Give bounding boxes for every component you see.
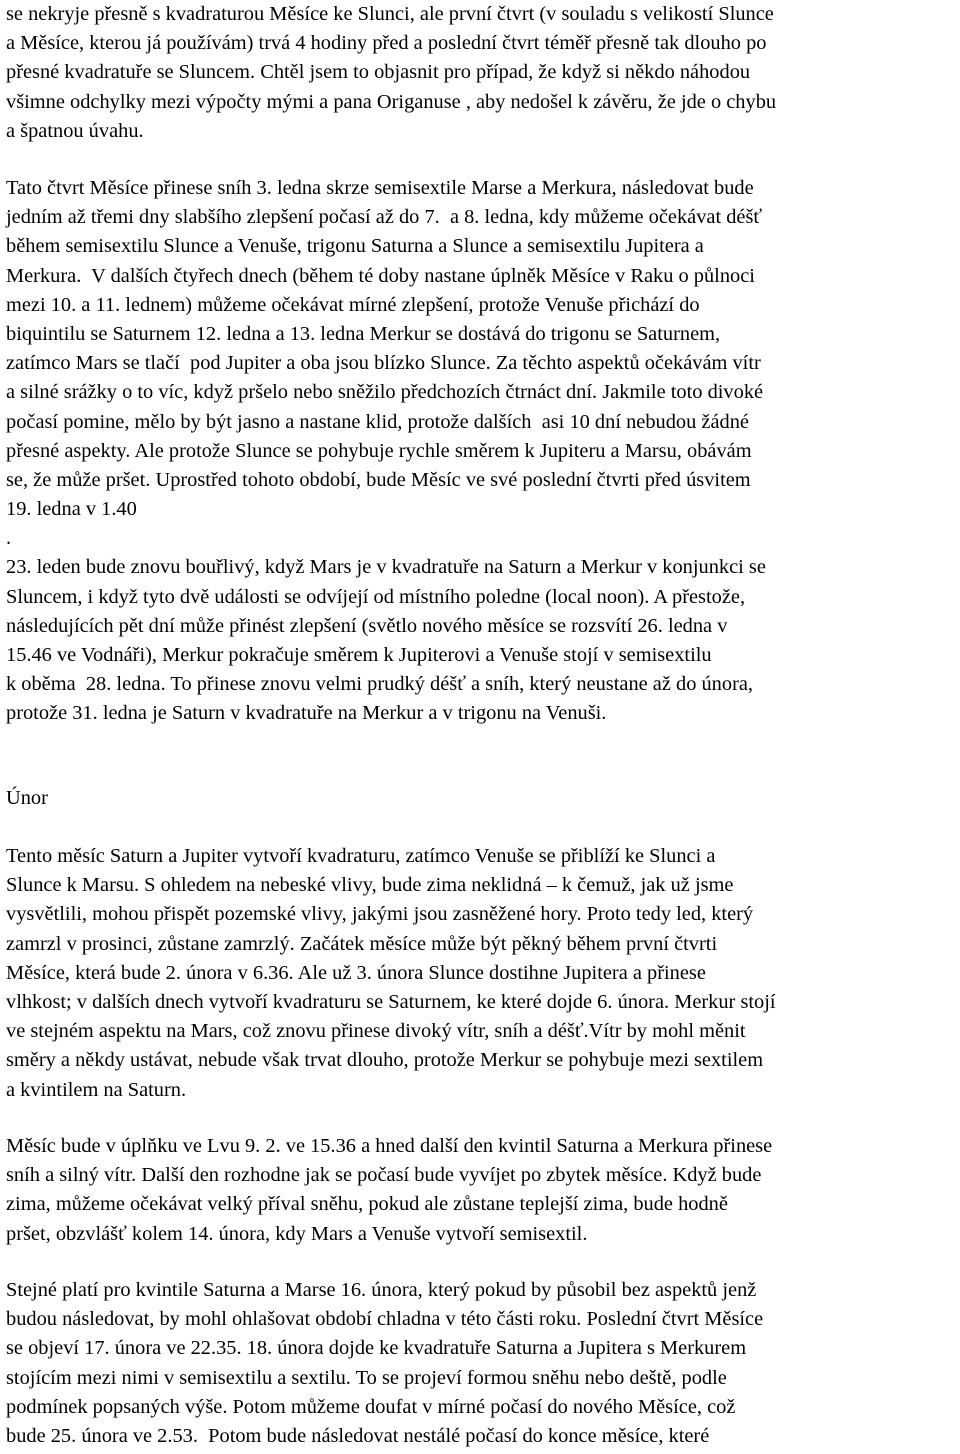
text-line: Stejné platí pro kvintile Saturna a Marse 16. února, který pokud by působil bez aspektů jenž: [6, 1279, 757, 1301]
text-line: se objeví 17. února ve 22.35. 18. února dojde ke kvadratuře Saturna a Jupitera s Merkurem: [6, 1337, 747, 1360]
text-line: .: [6, 527, 12, 550]
text-line: jedním až třemi dny slabšího zlepšení počasí až do 7. a 8. ledna, kdy můžeme očekávat déšť: [6, 206, 763, 229]
text-line: počasí pomine, mělo by být jasno a nastane klid, protože dalších asi 10 dní nebudou žádné: [6, 410, 749, 433]
text-line: Sluncem, i když tyto dvě události se odvíjejí od místního poledne (local noon). A přestože,: [6, 585, 746, 608]
text-line: a kvintilem na Saturn.: [6, 1078, 187, 1101]
text-line: bude 25. února ve 2.53. Potom bude následovat nestálé počasí do konce měsíce, které: [6, 1424, 710, 1447]
text-line: vlhkost; v dalších dnech vytvoří kvadraturu se Saturnem, ke které dojde 6. února. Merkur stojí: [6, 990, 776, 1013]
text-line: Slunce k Marsu. S ohledem na nebeské vlivy, bude zima neklidná – k čemuž, jak už jsme: [6, 874, 734, 897]
paragraph-february-intro: [6, 842, 776, 1105]
text-line: všimne odchylky mezi výpočty mými a pana Origanuse , aby nedošel k závěru, že jde o chybu: [6, 90, 777, 113]
text-line: Měsíc bude v úplňku ve Lvu 9. 2. ve 15.36 a hned další den kvintil Saturna a Merkura přinese: [6, 1135, 773, 1157]
text-line: sníh a silný vítr. Další den rozhodne jak se počasí bude vyvíjet po zbytek měsíce. Když bude: [6, 1164, 762, 1187]
text-line: přesné aspekty. Ale protože Slunce se pohybuje rychle směrem k Jupiteru a Marsu, obávám: [6, 439, 752, 462]
paragraph-january: [6, 174, 766, 729]
text-line: přesné kvadratuře se Sluncem. Chtěl jsem to objasnit pro případ, že když si někdo náhodou: [6, 61, 751, 84]
text-line: stojícím mezi nimi v semisextilu a sextilu. To se projeví formou sněhu nebo deště, podle: [6, 1366, 727, 1389]
text-line: zamrzl v prosinci, zůstane zamrzlý. Začátek měsíce může být pěkný během první čtvrti: [6, 932, 718, 955]
text-line: biquintilu se Saturnem 12. ledna a 13. ledna Merkur se dostává do trigonu se Saturnem,: [6, 322, 721, 345]
text-line: směry a někdy ustávat, nebude však trvat dlouho, protože Merkur se pohybuje mezi sextilem: [6, 1049, 764, 1072]
text-line: se nekryje přesně s kvadraturou Měsíce ke Slunci, ale první čtvrt (v souladu s velikostí Slunce: [6, 3, 774, 25]
text-line: protože 31. ledna je Saturn v kvadratuře na Merkur a v trigonu na Venuši.: [6, 702, 607, 725]
text-line: Tento měsíc Saturn a Jupiter vytvoří kvadraturu, zatímco Venuše se přiblíží ke Slunci a: [6, 845, 716, 867]
text-line: pršet, obzvlášť kolem 14. února, kdy Mars a Venuše vytvoří semisextil.: [6, 1222, 588, 1245]
text-line: Merkura. V dalších čtyřech dnech (během té doby nastane úplněk Měsíce v Raku o půlnoci: [6, 264, 755, 287]
text-line: 23. leden bude znovu bouřlivý, když Mars je v kvadratuře na Saturn a Merkur v konjunkci se: [6, 556, 766, 579]
paragraph-quintile: [6, 1276, 763, 1451]
heading-text: Únor: [6, 787, 48, 809]
text-line: mezi 10. a 11. lednem) můžeme očekávat mírné zlepšení, protože Venuše přichází do: [6, 293, 700, 316]
text-line: 19. ledna v 1.40: [6, 498, 137, 521]
text-line: následujících pět dní může přinést zlepšení (světlo nového měsíce se rozsvítí 26. ledna v: [6, 614, 728, 637]
text-line: vysvětlili, mohou přispět pozemské vlivy, jakými jsou zasněžené hory. Proto tedy led, který: [6, 903, 754, 926]
text-line: a Měsíce, kterou já používám) trvá 4 hodiny před a poslední čtvrt téměř přesně tak dlouho po: [6, 32, 767, 55]
text-line: během semisextilu Slunce a Venuše, trigonu Saturna a Slunce a semisextilu Jupitera a: [6, 235, 704, 258]
text-line: Tato čtvrt Měsíce přinese sníh 3. ledna skrze semisextile Marse a Merkura, následovat bude: [6, 177, 754, 199]
text-line: a silné srážky o to víc, když pršelo nebo sněžilo předchozích čtrnáct dní. Jakmile toto divoké: [6, 381, 764, 404]
paragraph-intro: [6, 0, 776, 146]
text-line: 15.46 ve Vodnáři), Merkur pokračuje směrem k Jupiterovi a Venuše stojí v semisextilu: [6, 644, 712, 666]
text-line: podmínek popsaných výše. Potom můžeme doufat v mírné počasí do nového Měsíce, což: [6, 1395, 736, 1418]
text-line: a špatnou úvahu.: [6, 119, 144, 142]
text-line: se, že může pršet. Uprostřed tohoto období, bude Měsíc ve své poslední čtvrti před úsvitem: [6, 468, 751, 491]
paragraph-full-moon: [6, 1132, 772, 1249]
text-line: ve stejném aspektu na Mars, což znovu přinese divoký vítr, sníh a déšť.Vítr by mohl měnit: [6, 1020, 746, 1043]
text-line: zatímco Mars se tlačí pod Jupiter a oba jsou blízko Slunce. Za těchto aspektů očekávám vítr: [6, 352, 761, 375]
text-line: Měsíce, která bude 2. února v 6.36. Ale už 3. února Slunce dostihne Jupitera a přinese: [6, 961, 706, 984]
section-heading-february: [6, 784, 48, 813]
text-line: zima, můžeme očekávat velký příval sněhu, pokud ale zůstane teplejší zima, bude hodně: [6, 1193, 728, 1216]
text-line: budou následovat, by mohl ohlašovat období chladna v této části roku. Poslední čtvrt Měsíce: [6, 1308, 764, 1331]
text-line: k oběma 28. ledna. To přinese znovu velmi prudký déšť a sníh, který neustane až do února,: [6, 673, 754, 696]
